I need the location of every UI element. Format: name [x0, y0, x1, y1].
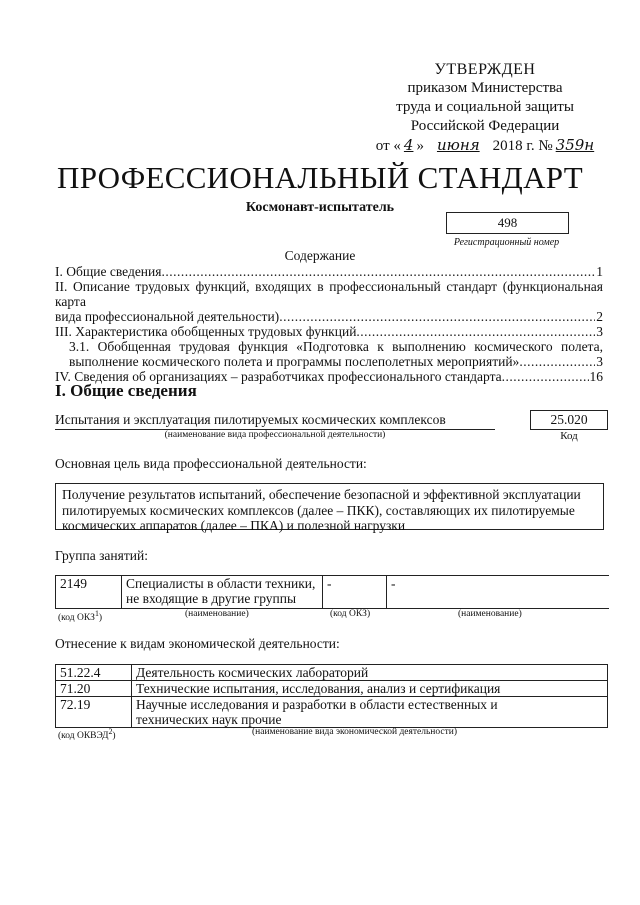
toc-item-text: IV. Сведения об организациях – разработчиках профессионального стандарта: [55, 369, 502, 384]
group-caption-name-2: (наименование): [458, 609, 522, 619]
approval-line-1: приказом Министерства: [407, 80, 563, 96]
document-title: ПРОФЕССИОНАЛЬНЫЙ СТАНДАРТ: [57, 160, 583, 195]
okved-name: Деятельность космических лабораторий: [132, 665, 608, 681]
approval-line-3: Российской Федерации: [410, 118, 560, 134]
table-row: [56, 681, 608, 697]
table-row: [56, 697, 608, 728]
toc-item-text: 3.1. Обобщенная трудовая функция «Подготовка к выполнению космического полета,: [69, 339, 603, 354]
approval-date-line: [360, 136, 610, 156]
toc-item-text: III. Характеристика обобщенных трудовых функций: [55, 324, 357, 339]
occupation-groups-table: [55, 575, 609, 609]
document-subtitle: Космонавт-испытатель: [245, 200, 395, 215]
registration-number-box: 498: [446, 212, 569, 234]
toc-item-page: 2: [596, 309, 603, 324]
registration-number-label: Регистрационный номер: [453, 237, 560, 248]
toc-item-page: 1: [596, 264, 603, 279]
group-code: -: [323, 576, 387, 609]
okved-code: 51.22.4: [56, 665, 132, 681]
table-row: [56, 665, 608, 681]
approval-number: 359н: [555, 136, 595, 154]
toc-item[interactable]: [55, 264, 603, 279]
toc-item[interactable]: [55, 339, 603, 369]
group-name: Специалисты в области техники, не входящие в другие группы: [122, 576, 323, 609]
okved-table: [55, 664, 608, 728]
okved-name: Научные исследования и разработки в области естественных и технических наук прочие: [132, 697, 608, 728]
group-caption-code-2: (код ОКЗ): [330, 609, 371, 619]
table-row: [56, 576, 610, 609]
approval-month: июня: [436, 136, 480, 154]
approval-block: [360, 60, 610, 156]
toc-item-page: 3: [596, 324, 603, 339]
toc-item-text: I. Общие сведения: [55, 264, 162, 279]
approval-year: 2018 г. №: [492, 138, 553, 154]
toc-item-page: 16: [589, 369, 603, 384]
okved-name: Технические испытания, исследования, анализ и сертификация: [132, 681, 608, 697]
okved-label: Отнесение к видам экономической деятельности:: [55, 636, 340, 651]
approval-line-2: труда и социальной защиты: [396, 99, 574, 115]
approval-heading: УТВЕРЖДЕН: [434, 61, 536, 78]
group-caption-name: (наименование): [185, 609, 249, 619]
group-caption-code: (код ОКЗ$^1$): [58, 609, 103, 624]
okved-caption-code: (код ОКВЭД$^2$): [58, 727, 116, 742]
group-label: Группа занятий:: [55, 548, 148, 563]
approval-quote-close: »: [416, 138, 424, 154]
activity-code: 25.020: [530, 410, 608, 430]
okved-code: 71.20: [56, 681, 132, 697]
toc-item[interactable]: [55, 279, 603, 324]
activity-caption: (наименование вида профессиональной деятельности): [164, 430, 386, 440]
toc-item-text: II. Описание трудовых функций, входящих в профессиональный стандарт (функциональная карта: [55, 279, 603, 309]
okved-caption-name: (наименование вида экономической деятельности): [252, 727, 457, 737]
toc-item-text-cont: вида профессиональной деятельности): [55, 309, 280, 324]
toc-item-page: 3: [596, 354, 603, 369]
toc-item[interactable]: [55, 324, 603, 339]
toc-item-text-cont: выполнение космического полета и программы послеполетных мероприятий»: [69, 354, 520, 369]
table-of-contents: [55, 264, 603, 384]
approval-from-prefix: от «: [375, 138, 401, 154]
goal-text: Получение результатов испытаний, обеспечение безопасной и эффективной эксплуатации пилотируемых космических комплексов (далее – ПКК), составляющих их пилотируемые космических аппаратов (далее – ПКА) и полезной нагрузки: [55, 483, 604, 530]
activity-name: Испытания и эксплуатация пилотируемых космических комплексов: [55, 412, 495, 430]
okved-code: 72.19: [56, 697, 132, 728]
group-name: -: [387, 576, 610, 609]
goal-label: Основная цель вида профессиональной деятельности:: [55, 456, 367, 471]
activity-code-caption: Код: [560, 430, 578, 442]
approval-day: 4: [403, 136, 414, 154]
section-title: I. Общие сведения: [55, 381, 197, 400]
group-code: 2149: [56, 576, 122, 609]
toc-heading: Содержание: [284, 248, 356, 263]
